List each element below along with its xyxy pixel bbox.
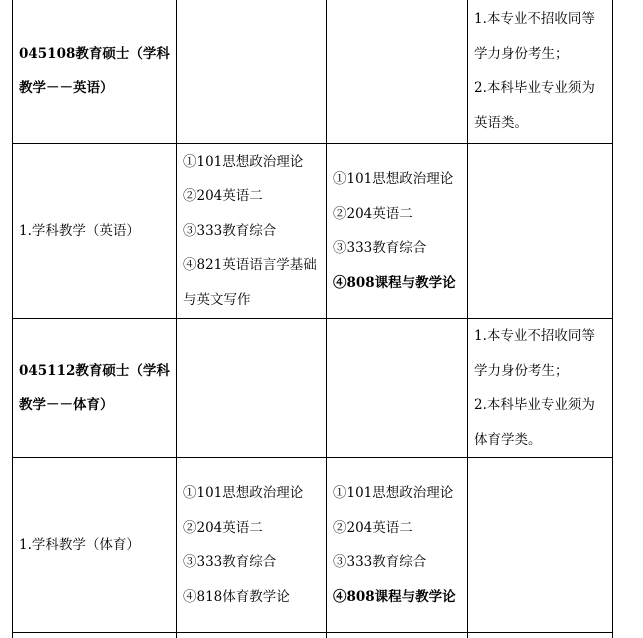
empty-cell <box>468 633 613 638</box>
empty-cell <box>327 319 468 458</box>
exam-subject: ②204英语二 <box>183 188 263 205</box>
retest-subjects-cell <box>327 144 468 319</box>
table-row <box>13 144 613 319</box>
exam-subject: ④818体育教学论 <box>183 588 290 605</box>
direction-label: 1.学科教学（英语） <box>19 222 140 239</box>
program-title: 045112教育硕士（学科教学－－体育） <box>19 362 170 413</box>
exam-subjects-cell <box>177 144 327 319</box>
program-cell <box>13 319 177 458</box>
table-row <box>13 633 613 638</box>
exam-subject: ③333教育综合 <box>183 554 277 570</box>
empty-cell <box>327 633 468 638</box>
retest-subject: ①101思想政治理论 <box>333 485 454 501</box>
admissions-table <box>12 0 613 638</box>
retest-subject-bold: ④808课程与教学论 <box>333 588 456 605</box>
exam-subject: ④821英语语言学基础与英文写作 <box>183 257 317 308</box>
retest-subject: ②204英语二 <box>333 205 413 222</box>
note-2: 2.本科毕业专业须为英语类。 <box>474 80 595 131</box>
empty-cell <box>177 319 327 458</box>
table-row <box>13 319 613 458</box>
empty-cell <box>468 144 613 319</box>
program-title: 045108教育硕士（学科教学－－英语） <box>19 45 170 96</box>
direction-cell <box>13 144 177 319</box>
retest-subjects-cell <box>327 458 468 633</box>
empty-cell <box>468 458 613 633</box>
retest-subject: ③333教育综合 <box>333 554 427 570</box>
empty-cell <box>327 0 468 144</box>
direction-label: 1.学科教学（体育） <box>19 536 140 553</box>
retest-subject: ③333教育综合 <box>333 240 427 256</box>
note-2: 2.本科毕业专业须为体育学类。 <box>474 397 595 448</box>
notes-cell <box>468 0 613 144</box>
exam-subject: ③333教育综合 <box>183 222 277 239</box>
empty-cell <box>13 633 177 638</box>
program-cell <box>13 0 177 144</box>
exam-subjects-cell <box>177 458 327 633</box>
retest-subject-bold: ④808课程与教学论 <box>333 274 456 291</box>
retest-subject: ①101思想政治理论 <box>333 171 454 187</box>
exam-subject: ①101思想政治理论 <box>183 485 304 501</box>
retest-subject: ②204英语二 <box>333 519 413 536</box>
notes-cell <box>468 319 613 458</box>
table-row <box>13 0 613 144</box>
note-1: 1.本专业不招收同等学力身份考生； <box>474 328 595 379</box>
empty-cell <box>177 0 327 144</box>
empty-cell <box>177 633 327 638</box>
note-1: 1.本专业不招收同等学力身份考生； <box>474 11 595 62</box>
exam-subject: ②204英语二 <box>183 519 263 536</box>
exam-subject: ①101思想政治理论 <box>183 153 304 170</box>
direction-cell <box>13 458 177 633</box>
table-row <box>13 458 613 633</box>
